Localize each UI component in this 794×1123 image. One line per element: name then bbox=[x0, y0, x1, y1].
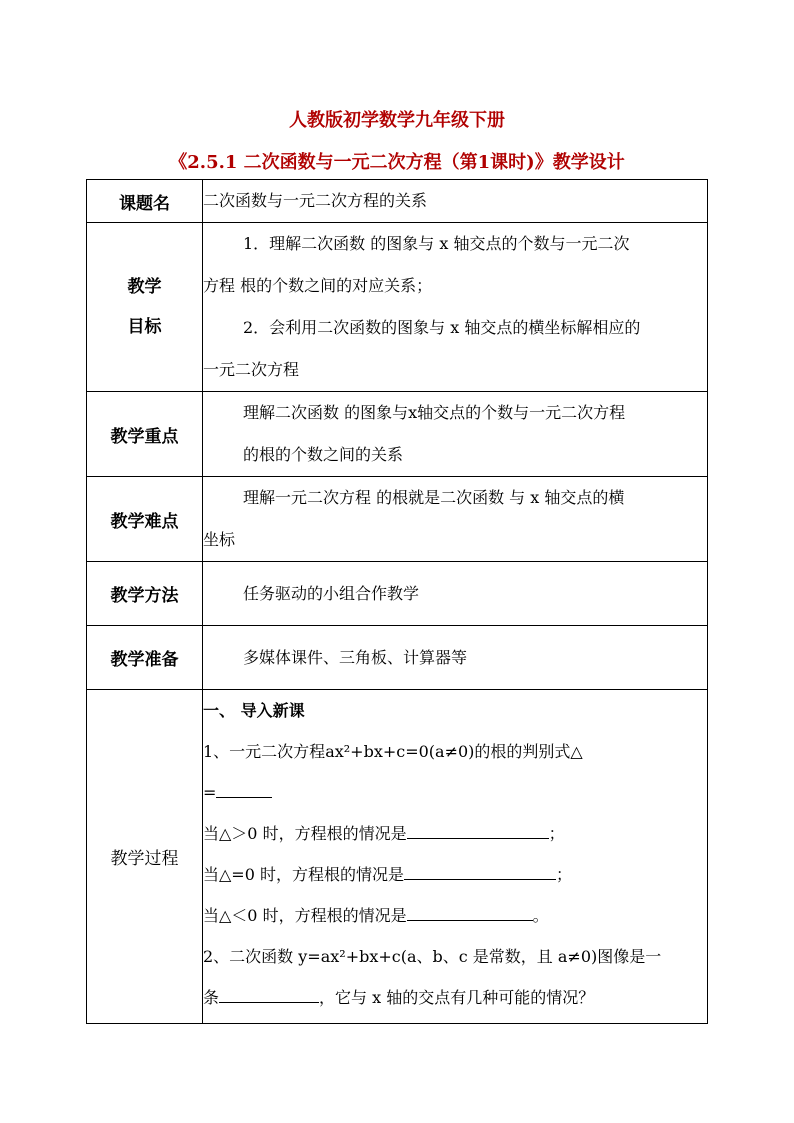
row-prep bbox=[87, 626, 708, 690]
case1-end: ； bbox=[548, 824, 565, 843]
document-title: 人教版初学数学九年级下册 bbox=[289, 110, 505, 131]
row-goals bbox=[87, 223, 708, 392]
row-difficulties bbox=[87, 477, 708, 562]
method-text: 任务驱动的小组合作教学 bbox=[243, 583, 420, 603]
difficulty-line-2: 坐标 bbox=[203, 530, 236, 549]
q1-formula: ax²+bx+c=0(a≠0) bbox=[325, 742, 475, 761]
answer-blank-case1 bbox=[407, 824, 549, 839]
case3-text: 当△＜0 时，方程根的情况是 bbox=[203, 906, 407, 925]
goal-line-2: 方程 根的个数之间的对应关系； bbox=[203, 276, 433, 295]
q1-suffix: 的根的判别式△ bbox=[474, 742, 583, 761]
answer-blank-graph-shape bbox=[219, 988, 319, 1003]
case-positive bbox=[203, 813, 707, 854]
row-key-points bbox=[87, 392, 708, 477]
case3-end: 。 bbox=[532, 906, 549, 925]
row-process bbox=[87, 690, 708, 1024]
prep-text: 多媒体课件、三角板、计算器等 bbox=[243, 647, 468, 667]
prep-content bbox=[203, 626, 708, 690]
row-topic bbox=[87, 180, 708, 223]
row-method bbox=[87, 562, 708, 626]
case2-end: ； bbox=[555, 865, 572, 884]
answer-blank-discriminant bbox=[216, 783, 272, 798]
difficulty-line-1: 理解一元二次方程 的根就是二次函数 与 x 轴交点的横 bbox=[243, 488, 625, 507]
section-heading: 一、 导入新课 bbox=[203, 701, 305, 720]
question-1-line-2 bbox=[203, 772, 707, 813]
topic-text: 二次函数与一元二次方程的关系 bbox=[203, 180, 708, 223]
question-2-line-2 bbox=[203, 977, 707, 1018]
label-process: 教学过程 bbox=[87, 690, 203, 1024]
difficulties-content bbox=[203, 477, 708, 562]
label-method: 教学方法 bbox=[87, 562, 203, 626]
question-1 bbox=[203, 731, 707, 772]
case2-text: 当△=0 时，方程根的情况是 bbox=[203, 865, 404, 884]
goal-line-4: 一元二次方程 bbox=[203, 360, 300, 379]
goal-line-1: 1．理解二次函数 的图象与 x 轴交点的个数与一元二次 bbox=[243, 234, 630, 253]
answer-blank-case2 bbox=[404, 865, 556, 880]
label-difficulties: 教学难点 bbox=[87, 477, 203, 562]
answer-blank-case3 bbox=[407, 906, 533, 921]
label-prep: 教学准备 bbox=[87, 626, 203, 690]
lesson-plan-table bbox=[86, 179, 708, 1024]
q1-prefix: 1、一元二次方程 bbox=[203, 742, 326, 761]
goals-content bbox=[203, 223, 708, 392]
key-line-1: 理解二次函数 的图象与x轴交点的个数与一元二次方程 bbox=[243, 403, 626, 422]
process-content bbox=[203, 690, 708, 1024]
q1-equals: = bbox=[203, 783, 217, 802]
label-key-points: 教学重点 bbox=[87, 392, 203, 477]
case-zero bbox=[203, 854, 707, 895]
case1-text: 当△＞0 时，方程根的情况是 bbox=[203, 824, 407, 843]
label-goals-b: 目标 bbox=[127, 317, 162, 337]
key-points-content bbox=[203, 392, 708, 477]
label-goals bbox=[87, 223, 203, 392]
document-subtitle: 《2.5.1 二次函数与一元二次方程（第1课时)》教学设计 bbox=[169, 152, 625, 173]
key-line-2: 的根的个数之间的关系 bbox=[243, 445, 404, 464]
q2-prefix: 条 bbox=[203, 988, 220, 1007]
label-goals-a: 教学 bbox=[127, 277, 162, 297]
q2-suffix: ，它与 x 轴的交点有几种可能的情况？ bbox=[319, 988, 595, 1007]
label-topic: 课题名 bbox=[87, 180, 203, 223]
question-2: 2、二次函数 y=ax²+bx+c(a、b、c 是常数，且 a≠0)图像是一 bbox=[203, 947, 662, 966]
case-negative bbox=[203, 895, 707, 936]
goal-line-3: 2．会利用二次函数的图象与 x 轴交点的横坐标解相应的 bbox=[243, 318, 641, 337]
method-content bbox=[203, 562, 708, 626]
